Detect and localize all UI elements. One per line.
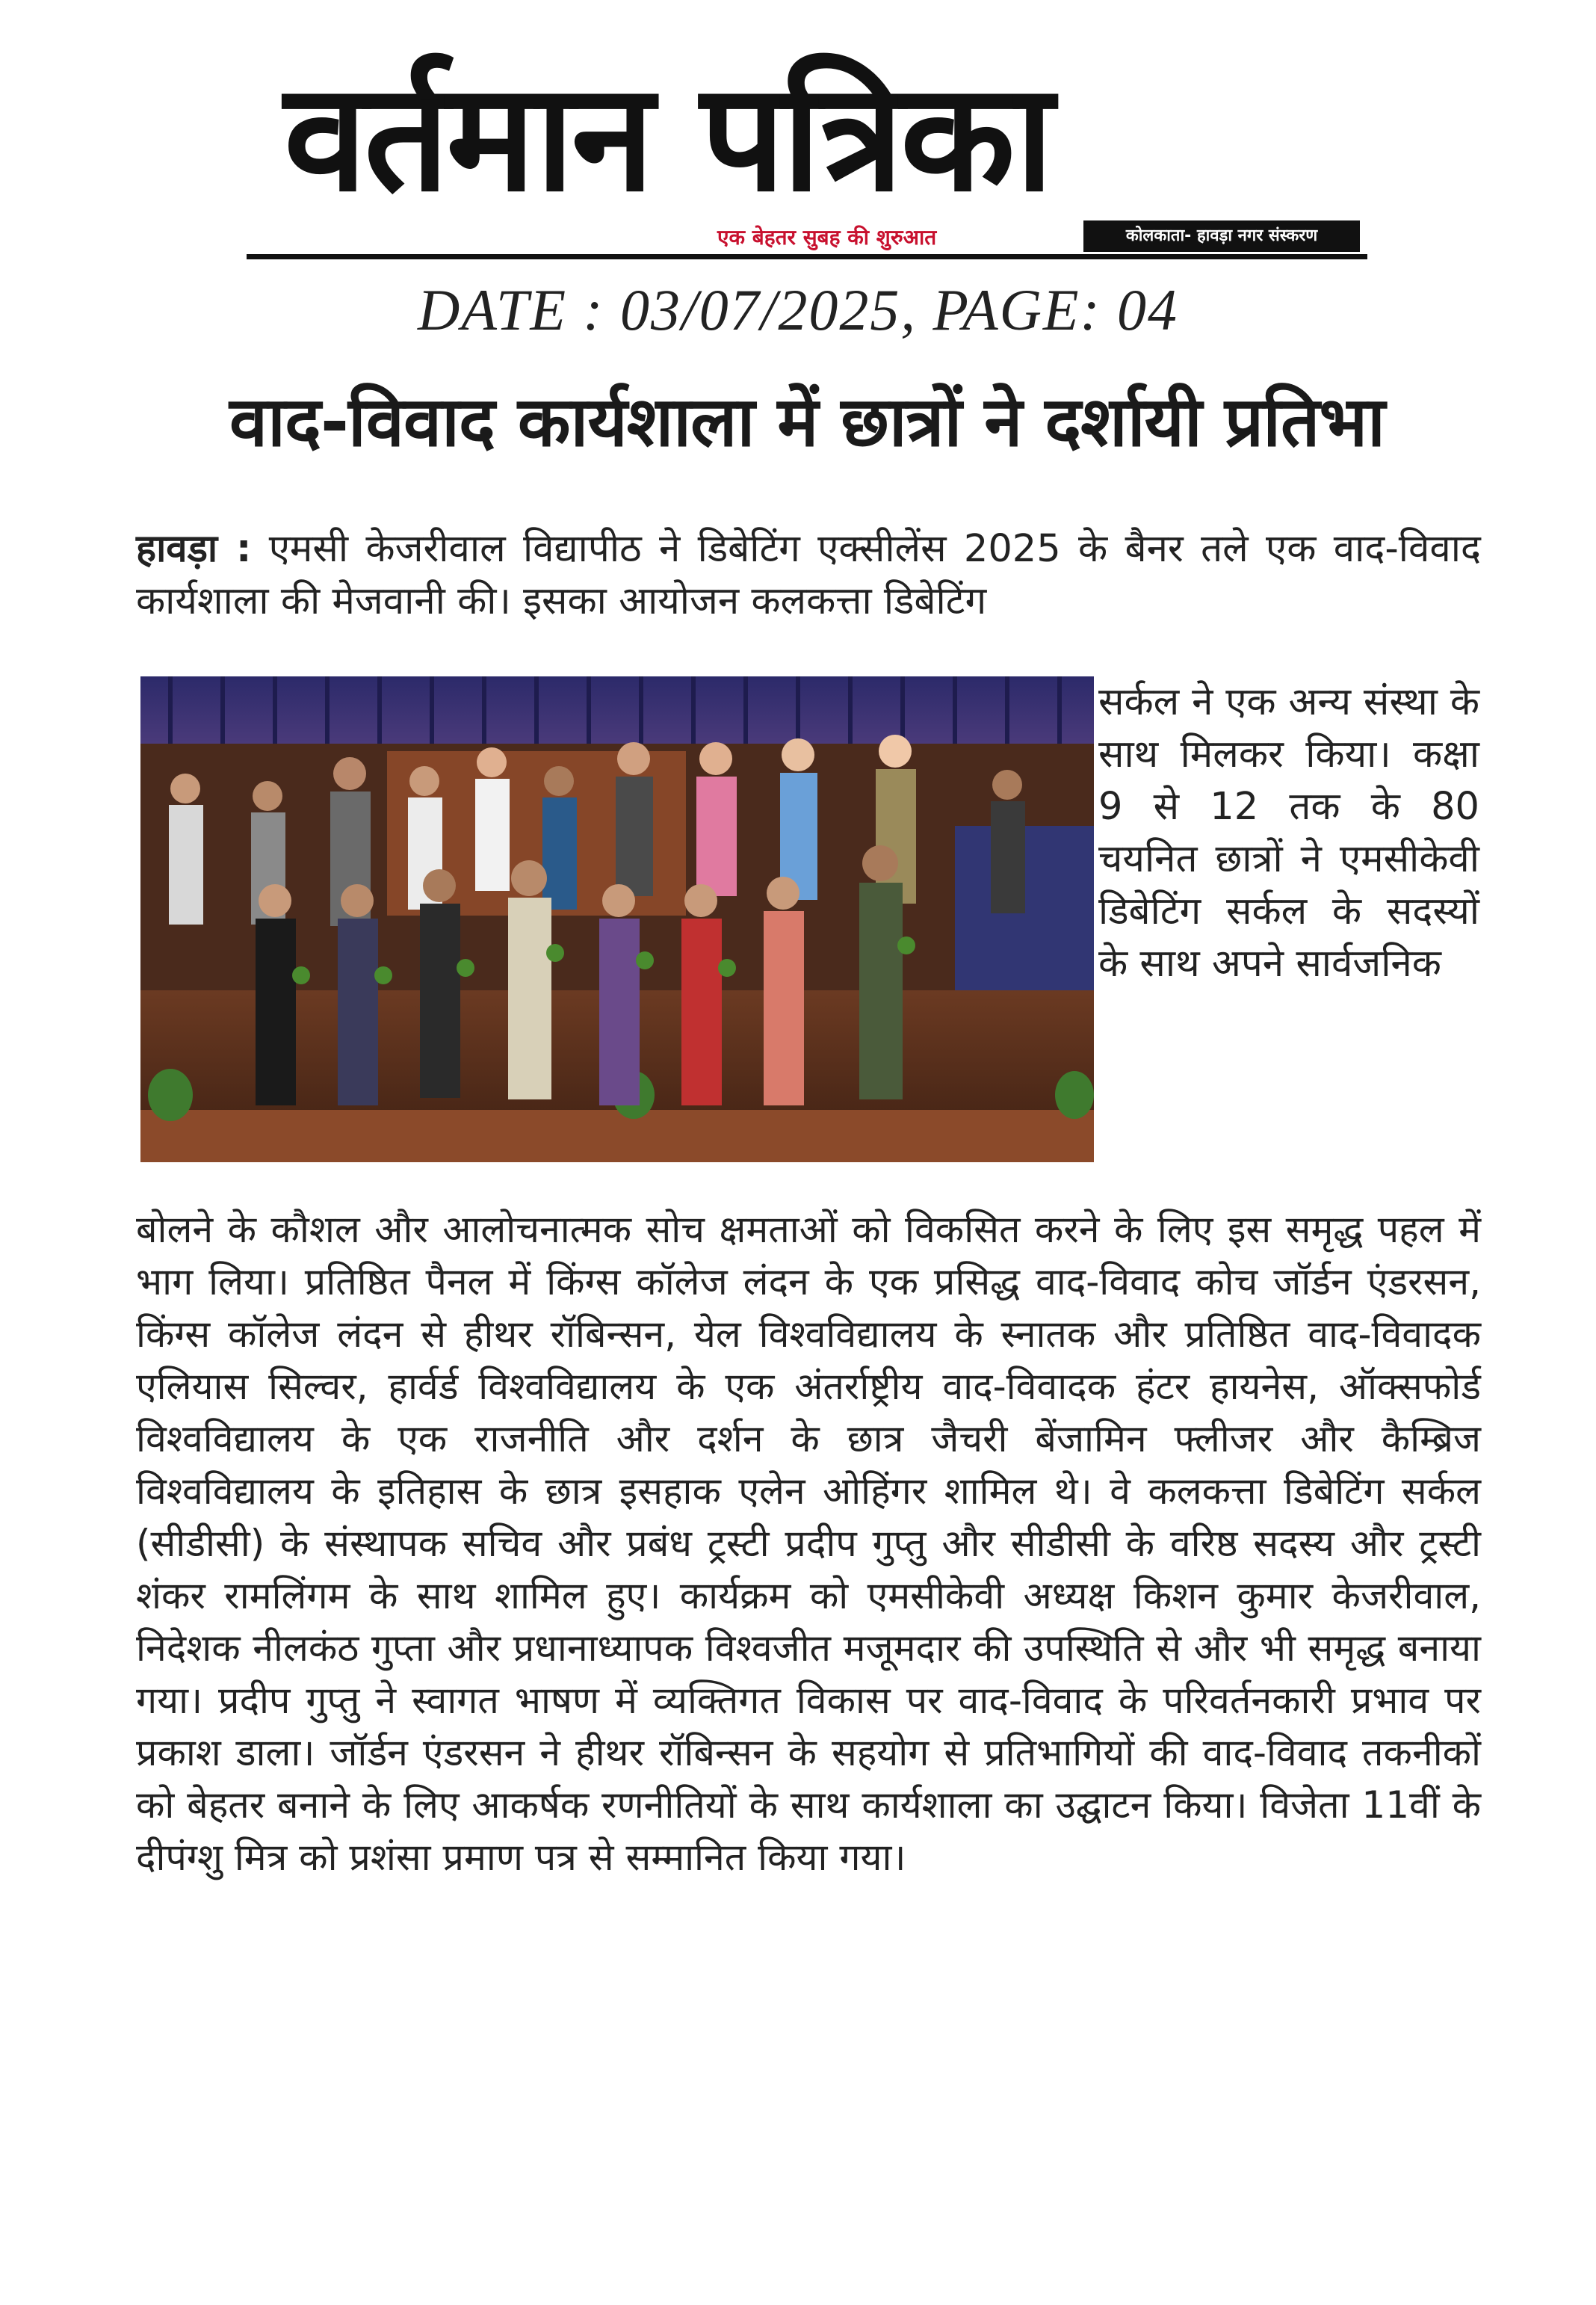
article-intro [136, 523, 1481, 628]
group-photo-illustration [140, 676, 1094, 1162]
newspaper-tagline: एक बेहतर सुबह की शुरुआत [717, 225, 937, 250]
date-page-line: DATE : 03/07/2025, PAGE: 04 [417, 277, 1179, 342]
edition-label: कोलकाता- हावड़ा नगर संस्करण [1083, 220, 1360, 252]
article-body: बोलने के कौशल और आलोचनात्मक सोच क्षमताओं को विकसित करने के लिए इस समृद्ध पहल में भाग लिया। प्रतिष्ठित पैनल में किंग्स कॉलेज लंदन के एक प्रसिद्ध वाद-विवाद कोच जॉर्डन एंडरसन, किंग्स कॉलेज लंदन से हीथर रॉबिन्सन, येल विश्वविद्यालय के स्नातक और प्रतिष्ठित वाद-विवादक एलियास सिल्वर, हार्वर्ड विश्वविद्यालय के एक अंतर्राष्ट्रीय वाद-विवादक हंटर हायनेस, ऑक्सफोर्ड विश्वविद्यालय के एक राजनीति और दर्शन के छात्र जैचरी बेंजामिन फ्लीजर और कैम्ब्रिज विश्वविद्यालय के इतिहास के छात्र इसहाक एलेन ओहिंगर शामिल थे। वे कलकत्ता डिबेटिंग सर्कल (सीडीसी) के संस्थापक सचिव और प्रबंध ट्रस्टी प्रदीप गुप्तु और सीडीसी के वरिष्ठ सदस्य और ट्रस्टी शंकर रामलिंगम के साथ शामिल हुए। कार्यक्रम को एमसीकेवी अध्यक्ष किशन कुमार केजरीवाल, निदेशक नीलकंठ गुप्ता और प्रधानाध्यापक विश्वजीत मजूमदार की उपस्थिति से और भी समृद्ध बनाया गया। प्रदीप गुप्तु ने स्वागत भाषण में व्यक्तिगत विकास पर वाद-विवाद के परिवर्तनकारी प्रभाव पर प्रकाश डाला। जॉर्डन एंडरसन ने हीथर रॉबिन्सन के सहयोग से प्रतिभागियों की वाद-विवाद तकनीकों को बेहतर बनाने के लिए आकर्षक रणनीतियों के साथ कार्यशाला का उद्घाटन किया। विजेता 11वीं के दीपंग्शु मित्र को प्रशंसा प्रमाण पत्र से सम्मानित किया गया। [136, 1208, 1481, 1879]
article-intro-text: एमसी केजरीवाल विद्यापीठ ने डिबेटिंग एक्सीलेंस 2025 के बैनर तले एक वाद-विवाद कार्यशाला की मेजवानी की। इसका आयोजन कलकत्ता डिबेटिंग [136, 527, 1482, 623]
newspaper-title: वर्तमान पत्रिका [284, 51, 1051, 225]
masthead-divider [247, 254, 1367, 259]
masthead [247, 52, 1367, 269]
group-photo [140, 676, 1094, 1162]
article-side-column: सर्कल ने एक अन्य संस्था के साथ मिलकर किया। कक्षा 9 से 12 तक के 80 चयनित छात्रों ने एमसीकेवी डिबेटिंग सर्कल के सदस्यों के साथ अपने सार्वजनिक [1098, 680, 1479, 986]
dateline-place: हावड़ा : [136, 527, 252, 571]
article-headline: वाद-विवाद कार्यशाला में छात्रों ने दर्शायी प्रतिभा [229, 382, 1385, 462]
